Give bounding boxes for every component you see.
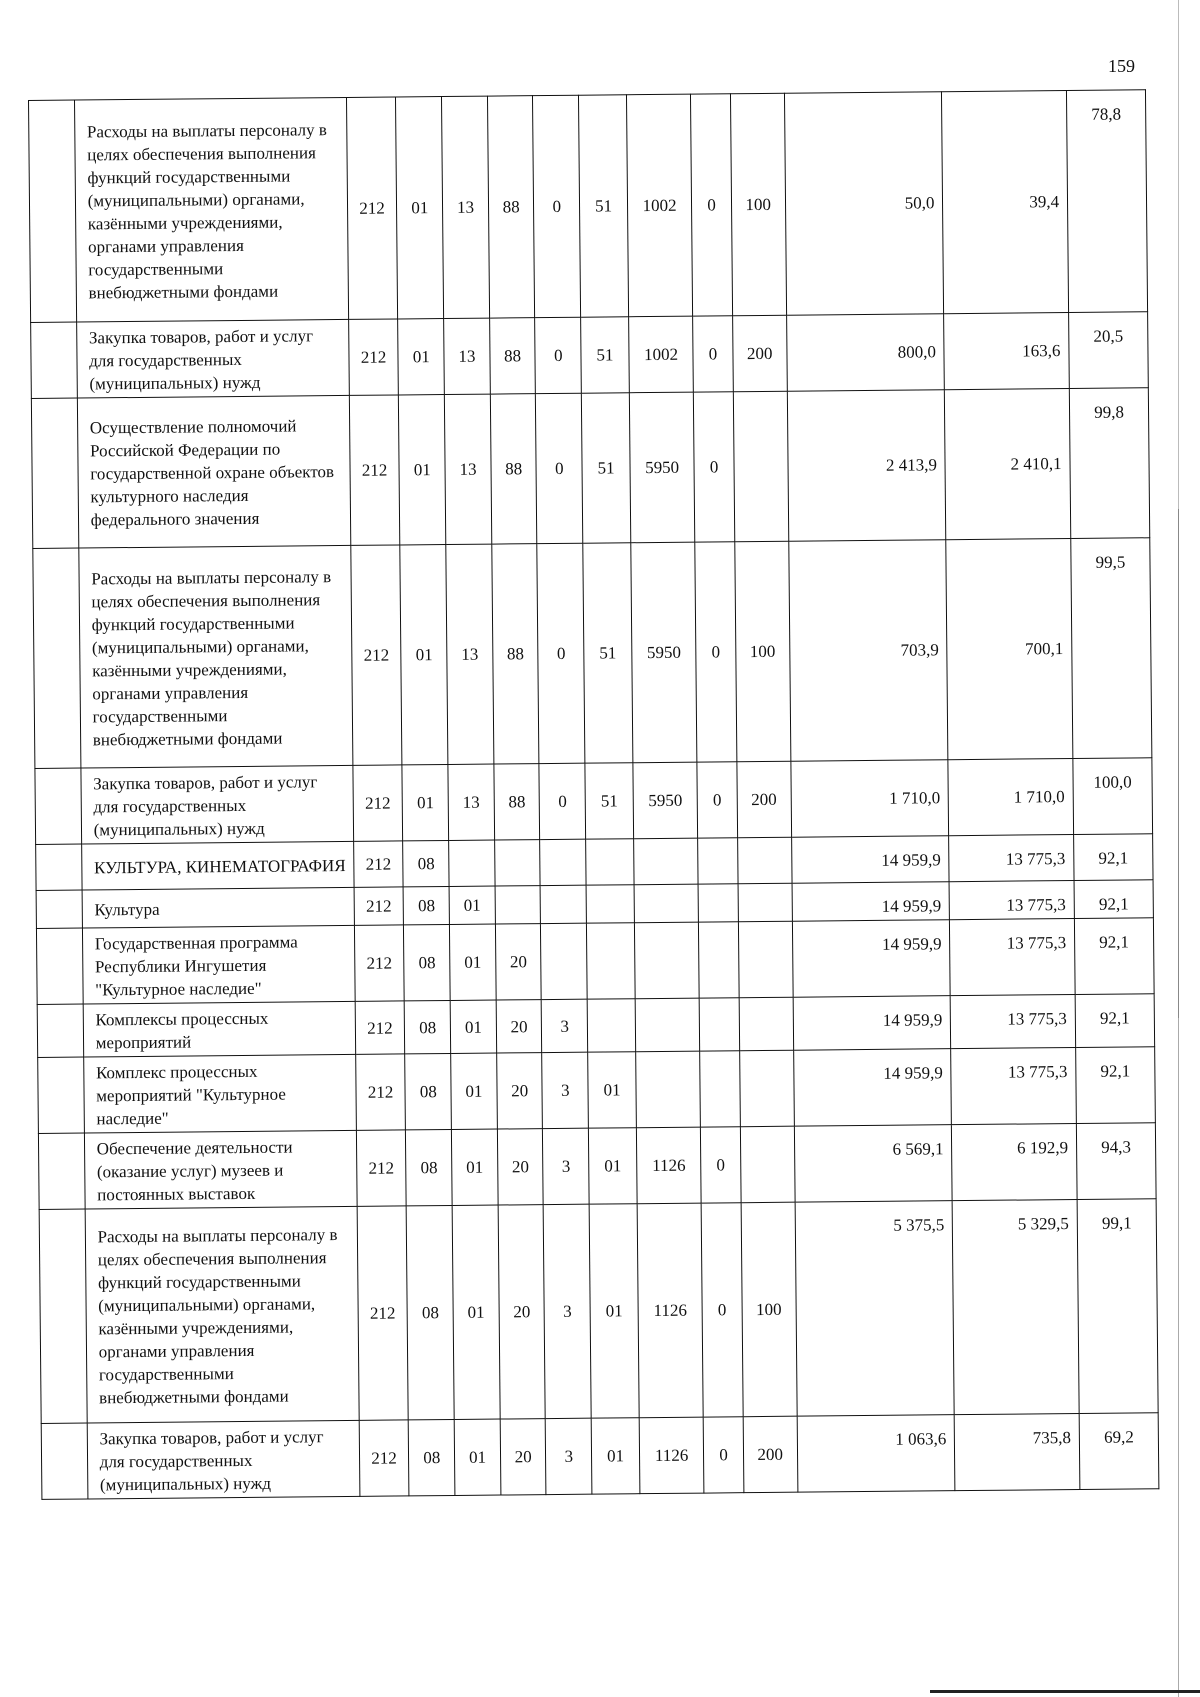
- row-name-cell: Расходы на выплаты персоналу в целях обеспечения выполнения функций государственными (муниципальными) органами, казёнными учреждениями, органами управления государственными внебюджетными фондами: [74, 97, 348, 322]
- row-fact-cell: 13 775,3: [951, 994, 1076, 1048]
- budget-table-wrapper: [28, 89, 1159, 1500]
- row-name-cell: Комплекс процессных мероприятий "Культурное наследие": [83, 1054, 356, 1133]
- row-code-c2-cell: 0: [537, 543, 585, 763]
- row-code-c5-cell: 0: [697, 762, 737, 838]
- row-code-ved-cell: 212: [353, 765, 404, 841]
- row-fact-cell: 6 192,9: [952, 1123, 1077, 1200]
- row-code-c1-cell: 20: [496, 1053, 542, 1129]
- row-blank-cell: [35, 768, 81, 844]
- budget-table: [28, 89, 1159, 1500]
- row-code-c5-cell: [700, 1051, 740, 1127]
- row-name-cell: Закупка товаров, работ и услуг для государственных (муниципальных) нужд: [81, 765, 354, 844]
- row-code-c2-cell: 0: [536, 393, 583, 543]
- row-code-c2-cell: 3: [544, 1204, 592, 1418]
- row-code-c1-cell: 88: [494, 764, 540, 840]
- row-code-pr-cell: 13: [442, 96, 490, 318]
- row-code-rz-cell: 08: [409, 1419, 455, 1495]
- table-row: [41, 1413, 1159, 1500]
- row-code-c3-cell: [587, 923, 635, 999]
- row-code-ved-cell: 212: [350, 545, 402, 765]
- row-name-cell: Государственная программа Республики Ингушетия "Культурное наследие": [82, 925, 355, 1004]
- row-code-c2-cell: [540, 839, 586, 885]
- row-percent-cell: 99,1: [1077, 1199, 1158, 1414]
- row-code-c4-cell: 5950: [631, 542, 697, 763]
- row-blank-cell: [29, 100, 77, 322]
- row-name-cell: Обеспечение деятельности (оказание услуг) музеев и постоянных выставок: [84, 1130, 357, 1209]
- row-percent-cell: 100,0: [1073, 758, 1153, 835]
- table-row: [31, 312, 1149, 399]
- row-code-c2-cell: 0: [539, 763, 585, 839]
- row-code-ved-cell: 212: [353, 841, 403, 887]
- row-code-pr-cell: 01: [452, 1205, 500, 1419]
- row-blank-cell: [36, 928, 82, 1004]
- row-code-pr-cell: 01: [452, 1129, 498, 1205]
- row-name-cell: Расходы на выплаты персоналу в целях обеспечения выполнения функций государственными (муниципальными) органами, казёнными учреждениями, органами управления государственными внебюджетными фондами: [78, 545, 352, 768]
- row-code-ved-cell: 212: [346, 97, 398, 319]
- page-number: 159: [1108, 56, 1135, 76]
- row-code-c3-cell: 51: [581, 317, 629, 393]
- row-percent-cell: 20,5: [1069, 312, 1149, 389]
- row-code-c3-cell: 01: [591, 1418, 639, 1494]
- row-code-c2-cell: 0: [535, 317, 581, 393]
- row-code-c2-cell: [541, 923, 587, 999]
- row-plan-cell: 2 413,9: [787, 390, 946, 542]
- row-plan-cell: 800,0: [786, 314, 945, 392]
- row-fact-cell: 1 710,0: [948, 759, 1073, 836]
- table-row: [33, 538, 1152, 769]
- row-code-rz-cell: 08: [406, 1129, 452, 1205]
- row-blank-cell: [31, 398, 78, 548]
- row-code-c5-cell: 0: [694, 392, 735, 542]
- row-code-pr-cell: 01: [449, 886, 495, 924]
- row-code-c1-cell: 20: [497, 1129, 543, 1205]
- row-code-c3-cell: 51: [581, 393, 630, 543]
- row-code-c3-cell: 51: [579, 95, 629, 317]
- row-code-c2-cell: 3: [546, 1418, 592, 1494]
- table-row: [38, 1123, 1156, 1210]
- row-plan-cell: 14 959,9: [793, 1049, 952, 1127]
- row-percent-cell: 99,8: [1069, 388, 1149, 539]
- table-row: [29, 90, 1148, 323]
- row-code-ved-cell: 212: [354, 887, 404, 925]
- row-fact-cell: 13 775,3: [951, 1047, 1076, 1124]
- row-code-pr-cell: 01: [451, 1053, 497, 1129]
- row-code-c2-cell: 3: [542, 999, 588, 1052]
- row-code-c1-cell: 88: [489, 318, 535, 394]
- row-code-ved-cell: 212: [355, 1001, 405, 1054]
- row-code-c4-cell: 1126: [639, 1417, 704, 1494]
- row-code-vr-cell: 200: [743, 1416, 798, 1493]
- row-plan-cell: 50,0: [784, 92, 944, 316]
- row-blank-cell: [38, 1133, 84, 1209]
- row-blank-cell: [41, 1423, 87, 1499]
- row-code-c3-cell: 01: [588, 1052, 636, 1128]
- row-code-c5-cell: 0: [693, 316, 733, 392]
- row-plan-cell: 14 959,9: [791, 836, 949, 884]
- table-row: [39, 1199, 1158, 1424]
- row-code-rz-cell: 08: [403, 840, 449, 886]
- row-code-c4-cell: 5950: [629, 392, 695, 543]
- row-code-c5-cell: [699, 922, 739, 998]
- table-row: [35, 758, 1153, 845]
- row-code-c1-cell: 20: [496, 1000, 542, 1053]
- table-row: [36, 918, 1154, 1005]
- row-blank-cell: [37, 1004, 83, 1057]
- row-plan-cell: 14 959,9: [792, 882, 950, 922]
- row-code-vr-cell: 200: [732, 315, 787, 392]
- row-code-rz-cell: 01: [398, 319, 444, 395]
- row-code-vr-cell: 200: [737, 761, 792, 838]
- row-code-c4-cell: [634, 884, 699, 923]
- row-code-c2-cell: 3: [542, 1052, 588, 1128]
- row-code-c2-cell: [541, 885, 587, 923]
- row-name-cell: Расходы на выплаты персоналу в целях обеспечения выполнения функций государственными (муниципальными) органами, казёнными учреждениями, органами управления государственными внебюджетными фондами: [85, 1206, 359, 1423]
- row-code-vr-cell: [739, 1050, 794, 1127]
- row-code-c4-cell: 1126: [637, 1203, 703, 1418]
- row-name-cell: Закупка товаров, работ и услуг для государственных (муниципальных) нужд: [87, 1420, 360, 1499]
- row-code-c4-cell: 1002: [629, 316, 694, 393]
- row-code-c5-cell: 0: [703, 1417, 743, 1493]
- row-code-pr-cell: 13: [444, 394, 491, 544]
- row-blank-cell: [33, 548, 81, 768]
- row-plan-cell: 1 710,0: [791, 760, 950, 838]
- row-code-pr-cell: 13: [444, 318, 490, 394]
- row-code-c1-cell: [494, 840, 540, 886]
- row-code-vr-cell: 100: [741, 1202, 797, 1417]
- row-code-pr-cell: 01: [450, 1000, 496, 1053]
- row-code-c2-cell: 3: [543, 1128, 589, 1204]
- row-percent-cell: 92,1: [1074, 918, 1154, 995]
- row-plan-cell: 14 959,9: [792, 920, 951, 998]
- row-code-c1-cell: 20: [498, 1205, 546, 1419]
- row-code-c5-cell: 0: [701, 1203, 742, 1417]
- row-code-c3-cell: 01: [589, 1128, 637, 1204]
- row-code-ved-cell: 212: [348, 319, 399, 395]
- row-code-c4-cell: [636, 1051, 701, 1128]
- row-code-c4-cell: [635, 998, 700, 1052]
- row-code-c4-cell: [634, 838, 699, 885]
- row-code-ved-cell: 212: [356, 1130, 407, 1206]
- row-percent-cell: 69,2: [1079, 1413, 1159, 1490]
- row-code-c4-cell: 1002: [626, 94, 692, 317]
- row-fact-cell: 13 775,3: [949, 880, 1074, 919]
- row-code-pr-cell: 01: [450, 924, 496, 1000]
- row-percent-cell: 92,1: [1076, 1047, 1156, 1124]
- row-name-cell: Осуществление полномочий Российской Федерации по государственной охране объектов культурного наследия федерального значения: [77, 395, 350, 548]
- row-fact-cell: 39,4: [942, 91, 1069, 314]
- row-code-c5-cell: [699, 998, 739, 1051]
- scan-right-edge: [1178, 0, 1179, 1697]
- row-code-ved-cell: 212: [357, 1206, 409, 1420]
- row-code-c5-cell: [698, 884, 738, 922]
- row-name-cell: Закупка товаров, работ и услуг для государственных (муниципальных) нужд: [76, 319, 349, 398]
- row-blank-cell: [39, 1209, 87, 1423]
- row-plan-cell: 14 959,9: [793, 996, 951, 1051]
- row-fact-cell: 13 775,3: [950, 918, 1075, 995]
- row-code-ved-cell: 212: [349, 395, 400, 545]
- row-code-rz-cell: 01: [396, 97, 444, 319]
- row-code-c5-cell: 0: [691, 94, 733, 316]
- row-percent-cell: 92,1: [1074, 880, 1153, 919]
- row-code-c3-cell: 51: [583, 543, 633, 763]
- row-code-pr-cell: [449, 840, 495, 886]
- row-code-c1-cell: [495, 886, 541, 924]
- row-code-vr-cell: [740, 1126, 795, 1203]
- row-code-vr-cell: [737, 837, 791, 884]
- row-percent-cell: 92,1: [1074, 834, 1153, 881]
- row-percent-cell: 94,3: [1076, 1123, 1156, 1200]
- row-fact-cell: 5 329,5: [953, 1199, 1080, 1414]
- row-code-pr-cell: 13: [448, 764, 494, 840]
- scan-bottom-edge: [930, 1690, 1200, 1693]
- row-plan-cell: 1 063,6: [797, 1415, 956, 1493]
- row-code-c3-cell: [586, 839, 634, 885]
- row-code-c1-cell: 88: [487, 96, 535, 318]
- row-code-c1-cell: 20: [500, 1419, 546, 1495]
- row-fact-cell: 163,6: [944, 313, 1069, 390]
- row-name-cell: Культура: [82, 887, 354, 928]
- row-code-vr-cell: [739, 997, 793, 1051]
- row-name-cell: КУЛЬТУРА, КИНЕМАТОГРАФИЯ: [81, 841, 353, 890]
- row-code-ved-cell: 212: [359, 1420, 410, 1496]
- row-code-rz-cell: 08: [407, 1205, 455, 1419]
- row-plan-cell: 5 375,5: [795, 1201, 955, 1417]
- row-name-cell: Комплексы процессных мероприятий: [83, 1001, 355, 1057]
- row-code-c5-cell: 0: [695, 542, 737, 762]
- row-percent-cell: 78,8: [1066, 90, 1147, 313]
- row-percent-cell: 99,5: [1071, 538, 1152, 759]
- row-blank-cell: [31, 322, 77, 398]
- row-code-c3-cell: 01: [589, 1204, 639, 1418]
- table-row: [38, 1047, 1156, 1134]
- row-code-c4-cell: [634, 922, 699, 999]
- budget-table-body: [29, 90, 1159, 1500]
- row-fact-cell: 700,1: [946, 539, 1073, 760]
- row-code-vr-cell: 100: [734, 541, 790, 762]
- row-code-rz-cell: 08: [405, 1053, 451, 1129]
- row-code-c1-cell: 88: [492, 544, 540, 764]
- row-code-c1-cell: 20: [495, 924, 541, 1000]
- row-fact-cell: 735,8: [955, 1413, 1080, 1490]
- row-code-ved-cell: 212: [355, 1054, 406, 1130]
- row-code-rz-cell: 01: [399, 395, 446, 545]
- row-code-ved-cell: 212: [354, 925, 405, 1001]
- row-fact-cell: 2 410,1: [945, 389, 1071, 540]
- row-code-pr-cell: 13: [446, 544, 494, 764]
- row-code-c1-cell: 88: [490, 394, 537, 544]
- row-code-rz-cell: 01: [400, 545, 448, 765]
- table-row: [31, 388, 1149, 549]
- row-blank-cell: [36, 844, 82, 890]
- row-code-c5-cell: [698, 838, 738, 884]
- row-code-vr-cell: [738, 921, 793, 998]
- row-plan-cell: 703,9: [788, 540, 948, 762]
- row-code-c4-cell: 1126: [636, 1127, 701, 1204]
- row-code-c2-cell: 0: [533, 95, 581, 317]
- row-blank-cell: [36, 890, 82, 928]
- row-code-rz-cell: 01: [402, 764, 448, 840]
- row-code-rz-cell: 08: [405, 1000, 451, 1053]
- row-code-c3-cell: [586, 885, 634, 923]
- row-plan-cell: 6 569,1: [794, 1125, 953, 1203]
- row-blank-cell: [38, 1057, 84, 1133]
- row-code-vr-cell: 100: [730, 93, 786, 316]
- row-fact-cell: 13 775,3: [949, 834, 1074, 881]
- row-code-rz-cell: 08: [404, 924, 450, 1000]
- row-code-pr-cell: 01: [454, 1419, 500, 1495]
- row-code-vr-cell: [733, 391, 788, 542]
- row-code-c4-cell: 5950: [633, 762, 698, 839]
- row-code-c5-cell: 0: [701, 1127, 741, 1203]
- row-percent-cell: 92,1: [1075, 994, 1154, 1048]
- row-code-vr-cell: [738, 883, 792, 922]
- row-code-rz-cell: 08: [404, 886, 450, 924]
- row-code-c3-cell: [587, 999, 635, 1052]
- row-code-c3-cell: 51: [585, 763, 633, 839]
